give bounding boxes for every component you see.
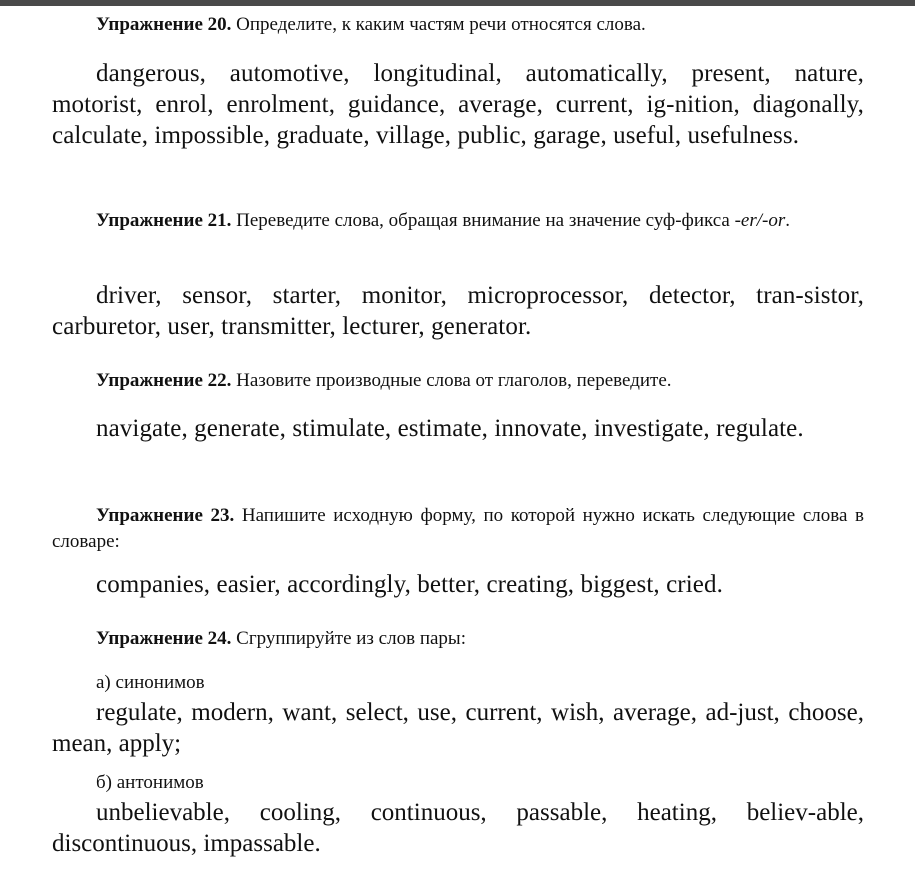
exercise-24-group-b-words: unbelievable, cooling, continuous, passable, heating, believ-able, discontinuous, impassable. <box>52 799 864 857</box>
exercise-24-instruction: Сгруппируйте из слов пары: <box>236 628 466 649</box>
exercise-22-instruction: Назовите производные слова от глаголов, переведите. <box>236 370 672 391</box>
exercise-23-title: Упражнение 23. <box>96 505 235 526</box>
exercise-22-words: navigate, generate, stimulate, estimate, innovate, investigate, regulate. <box>96 415 804 442</box>
exercise-20-heading <box>52 12 864 38</box>
exercise-21-title: Упражнение 21. <box>96 210 232 231</box>
exercise-23-instruction: Напишите исходную форму, по которой нужно искать следующие слова в словаре: <box>52 505 864 552</box>
exercise-20-instruction: Определите, к каким частям речи относятся слова. <box>236 14 646 35</box>
exercise-24-group-a-words: regulate, modern, want, select, use, current, wish, average, ad-just, choose, mean, apply; <box>52 699 864 757</box>
exercise-21-words: driver, sensor, starter, monitor, microprocessor, detector, tran-sistor, carburetor, user, transmitter, lecturer, generator. <box>52 282 864 340</box>
exercise-20-words: dangerous, automotive, longitudinal, automatically, present, nature, motorist, enrol, enrolment, guidance, average, current, ig-nition, diagonally, calculate, impossible, graduate, village, public, garage, useful, usefulness. <box>52 60 864 149</box>
exercise-23-heading <box>52 503 864 555</box>
exercise-21-suffix: -er/-or <box>734 210 786 231</box>
exercise-24-title: Упражнение 24. <box>96 628 232 649</box>
exercise-24-heading <box>52 626 864 652</box>
exercise-23-words: companies, easier, accordingly, better, creating, biggest, cried. <box>96 571 723 598</box>
exercise-20-title: Упражнение 20. <box>96 14 232 35</box>
exercise-21-instruction: Переведите слова, обращая внимание на значение суф-фикса <box>236 210 730 231</box>
exercise-21-instruction-end: . <box>785 210 791 231</box>
exercise-22-heading <box>52 368 864 394</box>
exercise-24-group-a-label: а) синонимов <box>96 672 205 693</box>
exercise-24-group-b-label: б) антонимов <box>96 772 204 793</box>
exercise-22-title: Упражнение 22. <box>96 370 232 391</box>
exercise-21-heading <box>52 208 864 234</box>
